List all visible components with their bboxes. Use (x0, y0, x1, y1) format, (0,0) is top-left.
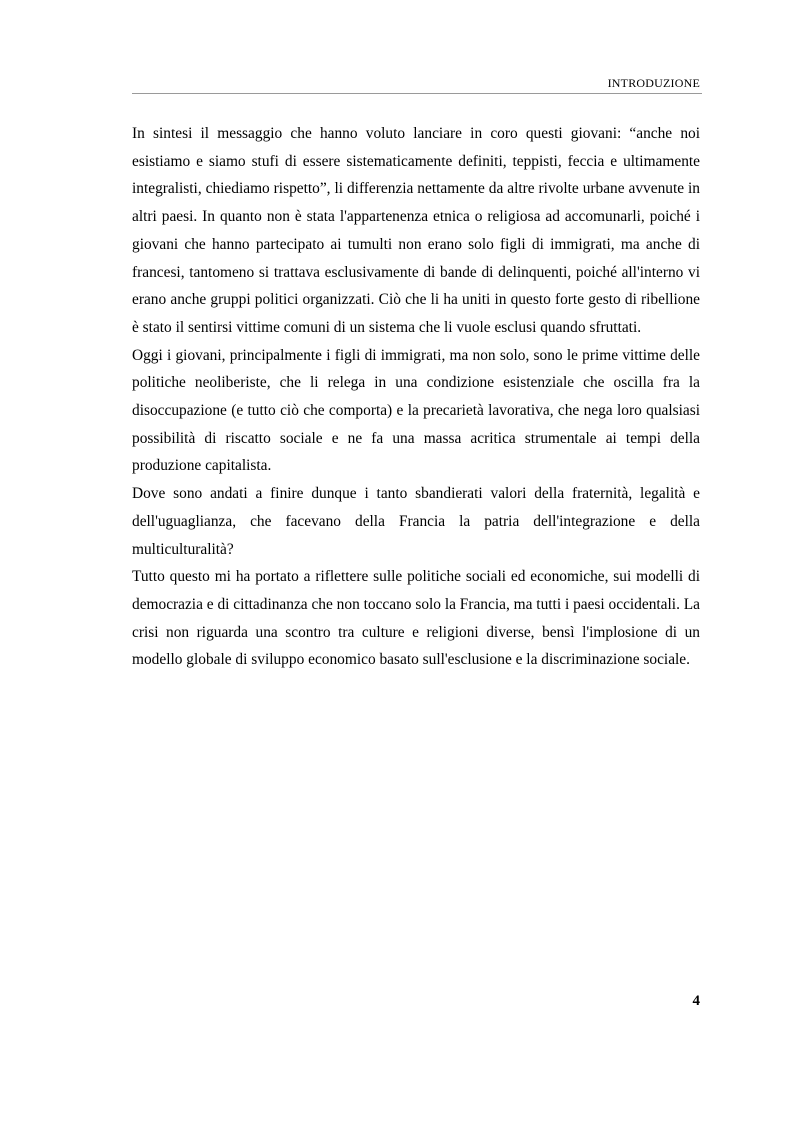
page-number: 4 (692, 993, 700, 1009)
paragraph-2: Oggi i giovani, principalmente i figli di immigrati, ma non solo, sono le prime vittime delle politiche neoliberiste, che li relega in una condizione esistenziale che oscilla fra la disoccupazione (e tutto ciò che comporta) e la precarietà lavorativa, che nega loro qualsiasi possibilità di riscatto sociale e ne fa una massa acritica strumentale ai tempi della produzione capitalista. (132, 346, 700, 475)
paragraph-4: Tutto questo mi ha portato a riflettere sulle politiche sociali ed economiche, sui modelli di democrazia e di cittadinanza che non toccano solo la Francia, ma tutti i paesi occidentali. La crisi non riguarda una scontro tra culture e religioni diverse, bensì l'implosione di un modello globale di sviluppo economico basato sull'esclusione e la discriminazione sociale. (132, 568, 700, 669)
paragraph-1: In sintesi il messaggio che hanno voluto lanciare in coro questi giovani: “anche noi esistiamo e siamo stufi di essere sistematicamente definiti, teppisti, feccia e ultimamente integralisti, chiediamo rispetto”, li differenzia nettamente da altre rivolte urbane avvenute in altri paesi. In quanto non è stata l'appartenenza etnica o religiosa ad accomunarli, poiché i giovani che hanno partecipato ai tumulti non erano solo figli di immigrati, ma anche di francesi, tantomeno si trattava esclusivamente di bande di delinquenti, poiché all'interno vi erano anche gruppi politici organizzati. Ciò che li ha uniti in questo forte gesto di ribellione è stato il sentirsi vittime comuni di un sistema che li vuole esclusi quando sfruttati. (132, 125, 700, 336)
paragraph-3: Dove sono andati a finire dunque i tanto sbandierati valori della fraternità, legalità e dell'uguaglianza, che facevano della Francia la patria dell'integrazione e della multiculturalità? (132, 485, 700, 558)
running-header-title: INTRODUZIONE (607, 76, 700, 90)
header-divider (132, 93, 702, 94)
body-text (132, 120, 700, 674)
